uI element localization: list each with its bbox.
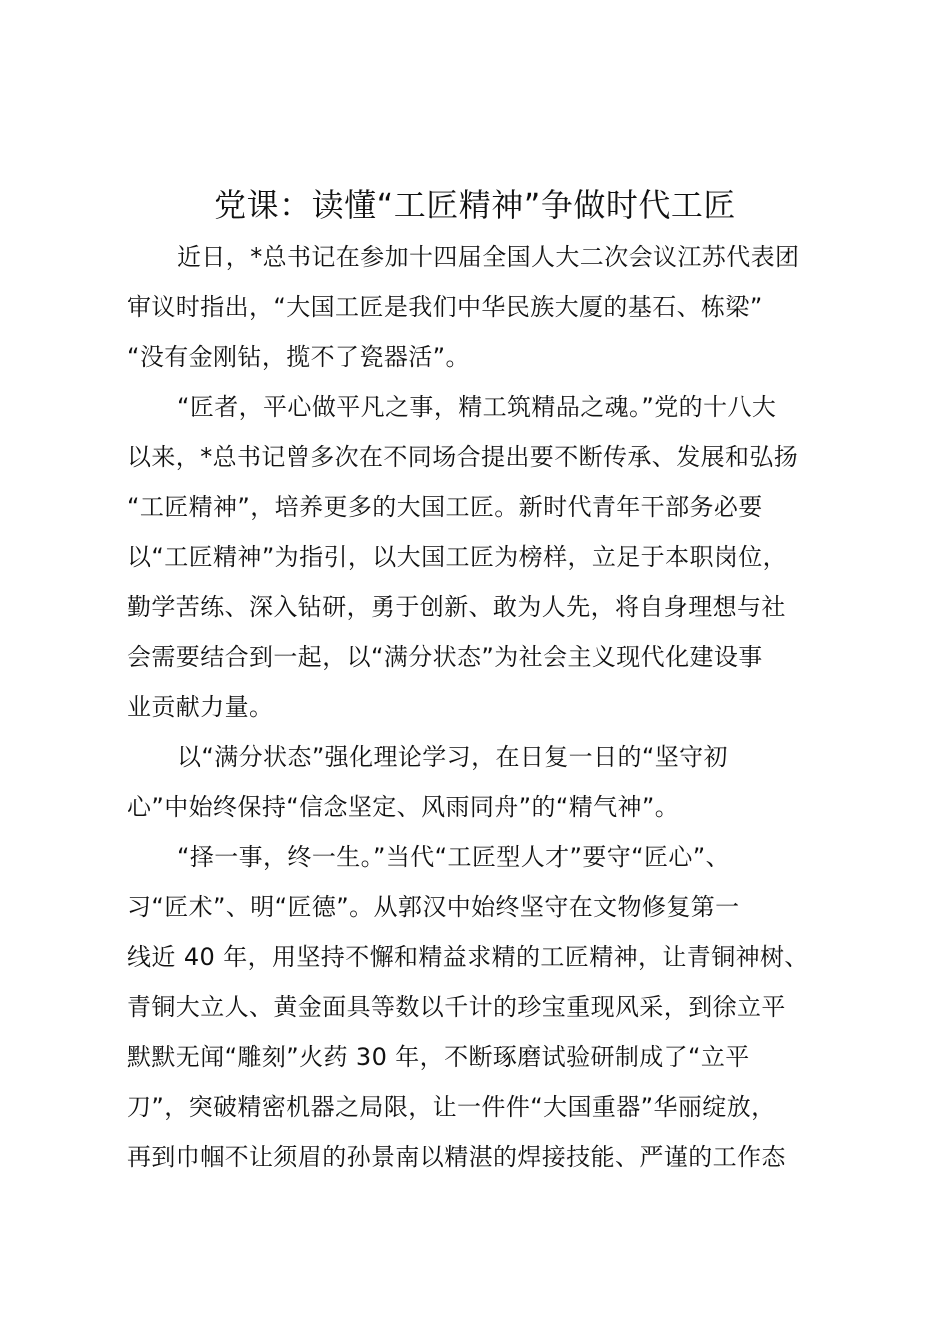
document-body [127,232,857,1182]
paragraph-line: 审议时指出，“大国工匠是我们中华民族大厦的基石、栋梁” [127,293,763,321]
paragraph-line: 线近 40 年，用坚持不懈和精益求精的工匠精神，让青铜神树、 [127,943,809,971]
paragraph-line: 近日，*总书记在参加十四届全国人大二次会议江苏代表团 [177,243,800,271]
paragraph-line: “匠者，平心做平凡之事，精工筑精品之魂。”党的十八大 [177,393,777,421]
paragraph-line: 心”中始终保持“信念坚定、风雨同舟”的“精气神”。 [127,793,680,821]
paragraph-line: 勤学苦练、深入钻研，勇于创新、敢为人先，将自身理想与社 [127,593,786,621]
paragraph-line: 以“满分状态”强化理论学习，在日复一日的“坚守初 [177,743,728,771]
paragraph-line: “没有金刚钻，揽不了瓷器活”。 [127,343,470,371]
paragraph-line: 再到巾帼不让须眉的孙景南以精湛的焊接技能、严谨的工作态 [127,1143,786,1171]
paragraph-line: 以来，*总书记曾多次在不同场合提出要不断传承、发展和弘扬 [127,443,799,471]
document-title: 党课：读懂“工匠精神”争做时代工匠 [214,186,736,224]
paragraph-line: 会需要结合到一起，以“满分状态”为社会主义现代化建设事 [127,643,763,671]
paragraph-line: “工匠精神”，培养更多的大国工匠。新时代青年干部务必要 [127,493,763,521]
paragraph-line: 刀”，突破精密机器之局限，让一件件“大国重器”华丽绽放， [127,1093,776,1121]
paragraph-line: 习“匠术”、明“匠德”。从郭汉中始终坚守在文物修复第一 [127,893,740,921]
paragraph-line: “择一事，终一生。”当代“工匠型人才”要守“匠心”、 [177,843,730,871]
paragraph-line: 默默无闻“雕刻”火药 30 年，不断琢磨试验研制成了“立平 [127,1043,750,1071]
paragraph-line: 以“工匠精神”为指引，以大国工匠为榜样，立足于本职岗位， [127,543,788,571]
paragraph-line: 业贡献力量。 [127,693,274,721]
paragraph-line: 青铜大立人、黄金面具等数以千计的珍宝重现风采，到徐立平 [127,993,786,1021]
